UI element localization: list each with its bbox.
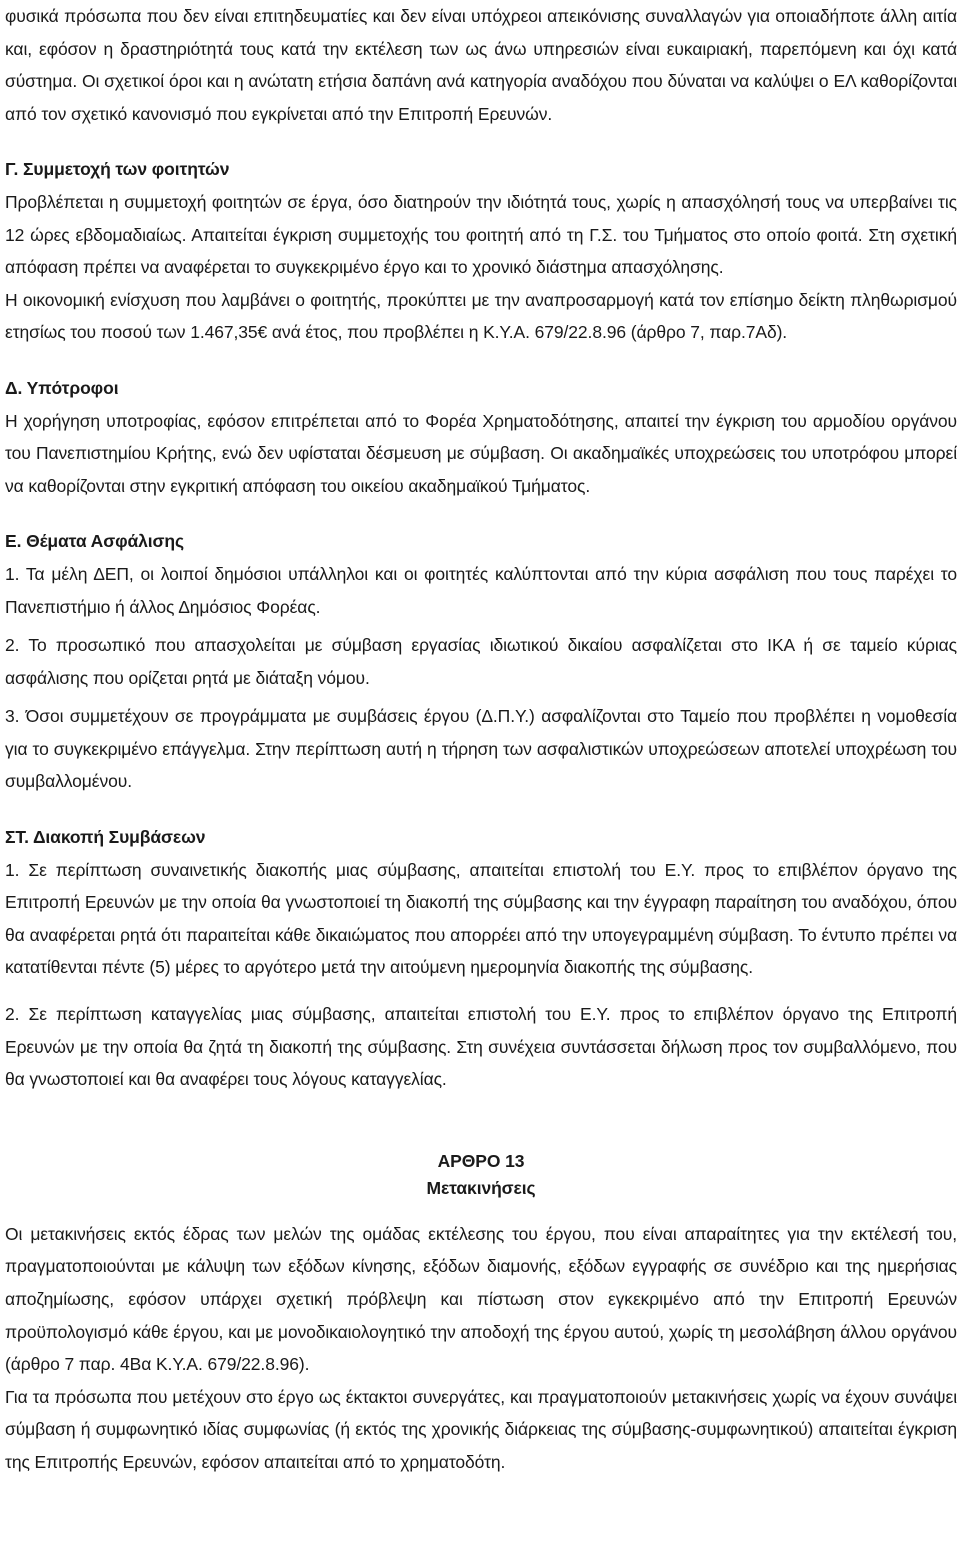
section-d-heading: Δ. Υπότροφοι xyxy=(5,377,119,398)
section-d-paragraph: Η χορήγηση υποτροφίας, εφόσον επιτρέπεται από το Φορέα Χρηματοδότησης, απαιτεί την έγκριση του αρμοδίου οργάνου του Πανεπιστημίου Κρήτης, ενώ δεν υφίσταται δέσμευση με σύμβαση. Οι ακαδημαϊκές υποχρεώσεις του υποτρόφου μπορεί να καθορίζονται στην εγκριτική απόφαση του οικείου ακαδημαϊκού Τμήματος. xyxy=(5,410,957,496)
section-e-item-1: 1. Τα μέλη ΔΕΠ, οι λοιποί δημόσιοι υπάλληλοι και οι φοιτητές καλύπτονται από την κύρια ασφάλιση που τους παρέχει το Πανεπιστήμιο ή άλλος Δημόσιος Φορέας. xyxy=(5,563,957,617)
section-e-item-3: 3. Όσοι συμμετέχουν σε προγράμματα με συμβάσεις έργου (Δ.Π.Υ.) ασφαλίζονται στο Ταμείο που προβλέπει η νομοθεσία για το συγκεκριμένο επάγγελμα. Στην περίπτωση αυτή η τήρηση των ασφαλιστικών υποχρεώσεων αποτελεί υποχρέωση του συμβαλλομένου. xyxy=(5,706,957,792)
section-d xyxy=(5,372,957,502)
section-st-item-1: 1. Σε περίπτωση συναινετικής διακοπής μιας σύμβασης, απαιτείται επιστολή του Ε.Υ. προς το επιβλέπον όργανο της Επιτροπή Ερευνών με την οποία θα γνωστοποιεί τη διακοπή της σύμβασης και την έγγραφη παραίτηση του αναδόχου, όπου θα αναφέρεται ρητά ότι παραιτείται κάθε δικαιώματος που απορρέει από την υπογεγραμμένη σύμβαση. Το έντυπο πρέπει να κατατίθενται πέντε (5) μέρες το αργότερο μετά την αιτούμενη ημερομηνία διακοπής της σύμβασης. xyxy=(5,859,957,978)
article-paragraph-1: Οι μετακινήσεις εκτός έδρας των μελών της ομάδας εκτέλεσης του έργου, που είναι απαραίτητες για την εκτέλεσή του, πραγματοποιούνται με κάλυψη των εξόδων κίνησης, εξόδων διαμονής, εξόδων εγγραφής σε συνέδριο και της ημερήσιας αποζημίωσης, εφόσον υπάρχει σχετική πρόβλεψη και πίστωση στον εγκεκριμένο από την Επιτροπή Ερευνών προϋπολογισμό κάθε έργου, και με μονοδικαιολογητικό την αποδοχή της έργου αυτού, χωρίς τη μεσολάβηση άλλου οργάνου (άρθρο 7 παρ. 4Βα Κ.Υ.Α. 679/22.8.96). xyxy=(5,1223,957,1375)
article-title: Μετακινήσεις xyxy=(426,1177,536,1198)
section-g-heading: Γ. Συμμετοχή των φοιτητών xyxy=(5,159,230,180)
section-e-item-2: 2. Το προσωπικό που απασχολείται με σύμβαση εργασίας ιδιωτικού δικαίου ασφαλίζεται στο ΙΚΑ ή σε ταμείο κύριας ασφάλισης που ορίζεται ρητά με διάταξη νόμου. xyxy=(5,635,957,688)
section-e-heading: Ε. Θέματα Ασφάλισης xyxy=(5,531,185,552)
section-st-heading: ΣΤ. Διακοπή Συμβάσεων xyxy=(5,827,206,848)
section-st-item-2: 2. Σε περίπτωση καταγγελίας μιας σύμβασης, απαιτείται επιστολή του Ε.Υ. προς το επιβλέπον όργανο της Επιτροπή Ερευνών με την οποία θα ζητά τη διακοπή της σύμβασης. Στη συνέχεια συντάσσεται δήλωση προς τον συμβαλλόμενο, που θα γνωστοποιεί και θα αναφέρει τους λόγους καταγγελίας. xyxy=(5,1004,957,1090)
section-e xyxy=(5,525,957,798)
section-g xyxy=(5,153,957,349)
article-paragraph-2: Για τα πρόσωπα που μετέχουν στο έργο ως έκτακτοι συνεργάτες, και πραγματοποιούν μετακινήσεις χωρίς να έχουν συνάψει σύμβαση ή συμφωνητικό ιδίας συμφωνίας (ή εκτός της χρονικής διάρκειας της σύμβασης-συμφωνητικού) απαιτείται έγκριση της Επιτροπής Ερευνών, εφόσον απαιτείται από το χρηματοδότη. xyxy=(5,1386,957,1472)
section-g-paragraph-1: Προβλέπεται η συμμετοχή φοιτητών σε έργα, όσο διατηρούν την ιδιότητά τους, χωρίς η απασχόλησή τους να υπερβαίνει τις 12 ώρες εβδομαδιαίως. Απαιτείται έγκριση συμμετοχής του φοιτητή από τη Γ.Σ. του Τμήματος στο οποίο φοιτά. Στη σχετική απόφαση πρέπει να αναφέρεται το συγκεκριμένο έργο και το χρονικό διάστημα απασχόλησης. xyxy=(5,191,957,278)
document-page xyxy=(5,0,957,1479)
article-header xyxy=(5,1148,957,1202)
section-st xyxy=(5,821,957,1096)
intro-paragraph: φυσικά πρόσωπα που δεν είναι επιτηδευματίες και δεν είναι υπόχρεοι απεικόνισης συναλλαγών για οποιαδήποτε άλλη αιτία και, εφόσον η δραστηριότητά τους κατά την εκτέλεση των ως άνω υπηρεσιών είναι ευκαιριακή, παρεπόμενη και όχι κατά σύστημα. Οι σχετικοί όροι και η ανώτατη ετήσια δαπάνη ανά κατηγορία αναδόχου που δύναται να καλύψει ο ΕΛ καθορίζονται από τον σχετικό κανονισμό που εγκρίνεται από την Επιτροπή Ερευνών. xyxy=(5,6,957,124)
article-body xyxy=(5,1218,957,1479)
article-number: ΑΡΘΡΟ 13 xyxy=(437,1150,525,1171)
section-g-paragraph-2: Η οικονομική ενίσχυση που λαμβάνει ο φοιτητής, προκύπτει με την αναπροσαρμογή κατά τον επίσημο δείκτη πληθωρισμού ετησίως του ποσού των 1.467,35€ ανά έτος, που προβλέπει η Κ.Υ.Α. 679/22.8.96 (άρθρο 7, παρ.7Αδ). xyxy=(5,289,957,343)
